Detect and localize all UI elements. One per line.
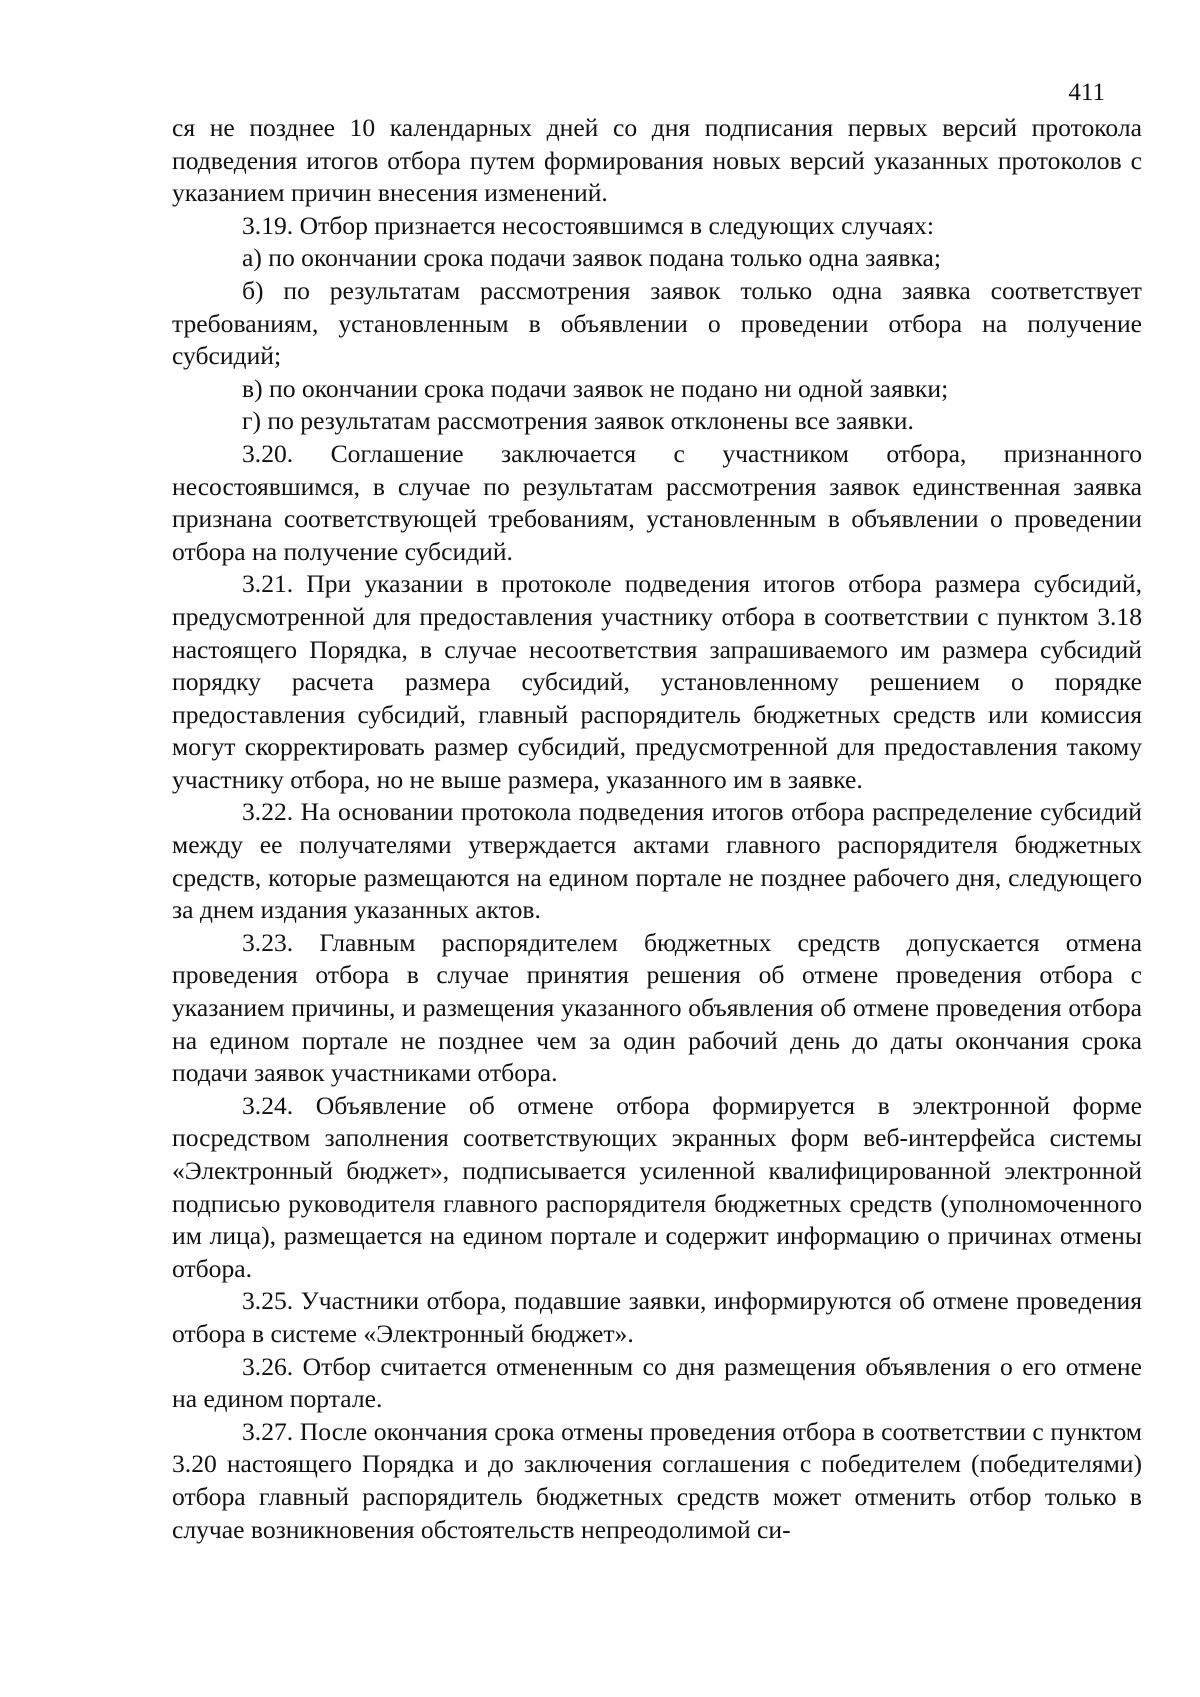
paragraph-item-a: а) по окончании срока подачи заявок подана только одна заявка; [242, 243, 941, 273]
paragraph-3-23: 3.23. Главным распорядителем бюджетных средств допускается отмена проведения отбора в случае принятия решения об отмене проведения отбора с указанием причины, и размещения указанного объявления об отмене проведения отбора на едином портале не позднее чем за один рабочий день до даты окончания срока подачи заявок участниками отбора. [172, 927, 1142, 1088]
paragraph-continuation: ся не позднее 10 календарных дней со дня подписания первых версий протокола подведения итогов отбора путем формирования новых версий указанных протоколов с указанием причин внесения изменений. [172, 113, 1142, 208]
paragraph-item-v: в) по окончании срока подачи заявок не подано ни одной заявки; [242, 373, 949, 403]
paragraph-3-21: 3.21. При указании в протоколе подведения итогов отбора размера субсидий, предусмотренной для предоставления участнику отбора в соответствии с пунктом 3.18 настоящего Порядка, в случае несоответствия запрашиваемого им размера субсидий порядку расчета размера субсидий, установленному решением о порядке предоставления субсидий, главный распорядитель бюджетных средств или комиссия могут скорректировать размер субсидий, предусмотренной для предоставления такому участнику отбора, но не выше размера, указанного им в заявке. [172, 569, 1142, 794]
paragraph-3-19: 3.19. Отбор признается несостоявшимся в следующих случаях: [242, 210, 935, 240]
paragraph-3-26: 3.26. Отбор считается отмененным со дня размещения объявления о его отмене на едином портале. [172, 1351, 1142, 1414]
paragraph-3-24: 3.24. Объявление об отмене отбора формируется в электронной форме посредством заполнения соответствующих экранных форм веб-интерфейса системы «Электронный бюджет», подписывается усиленной квалифицированной электронной подписью руководителя главного распорядителя бюджетных средств (уполномоченного им лица), размещается на едином портале и содержит информацию о причинах отмены отбора. [172, 1090, 1142, 1283]
paragraph-item-b: б) по результатам рассмотрения заявок только одна заявка соответствует требованиям, установленным в объявлении о проведении отбора на получение субсидий; [172, 275, 1142, 371]
paragraph-item-g: г) по результатам рассмотрения заявок отклонены все заявки. [242, 406, 914, 436]
paragraph-3-25: 3.25. Участники отбора, подавшие заявки, информируются об отмене проведения отбора в системе «Электронный бюджет». [172, 1286, 1142, 1348]
paragraph-3-27: 3.27. После окончания срока отмены проведения отбора в соответствии с пунктом 3.20 настоящего Порядка и до заключения соглашения с победителем (победителями) отбора главный распорядитель бюджетных средств может отменить отбор только в случае возникновения обстоятельств непреодолимой си- [172, 1416, 1142, 1544]
document-body [172, 112, 1142, 1546]
page-number: 411 [1068, 79, 1105, 106]
paragraph-3-22: 3.22. На основании протокола подведения итогов отбора распределение субсидий между ее получателями утверждается актами главного распорядителя бюджетных средств, которые размещаются на едином портале не позднее рабочего дня, следующего за днем издания указанных актов. [172, 797, 1142, 925]
paragraph-3-20: 3.20. Соглашение заключается с участником отбора, признанного несостоявшимся, в случае по результатам рассмотрения заявок единственная заявка признана соответствующей требованиям, установленным в объявлении о проведении отбора на получение субсидий. [172, 438, 1142, 566]
